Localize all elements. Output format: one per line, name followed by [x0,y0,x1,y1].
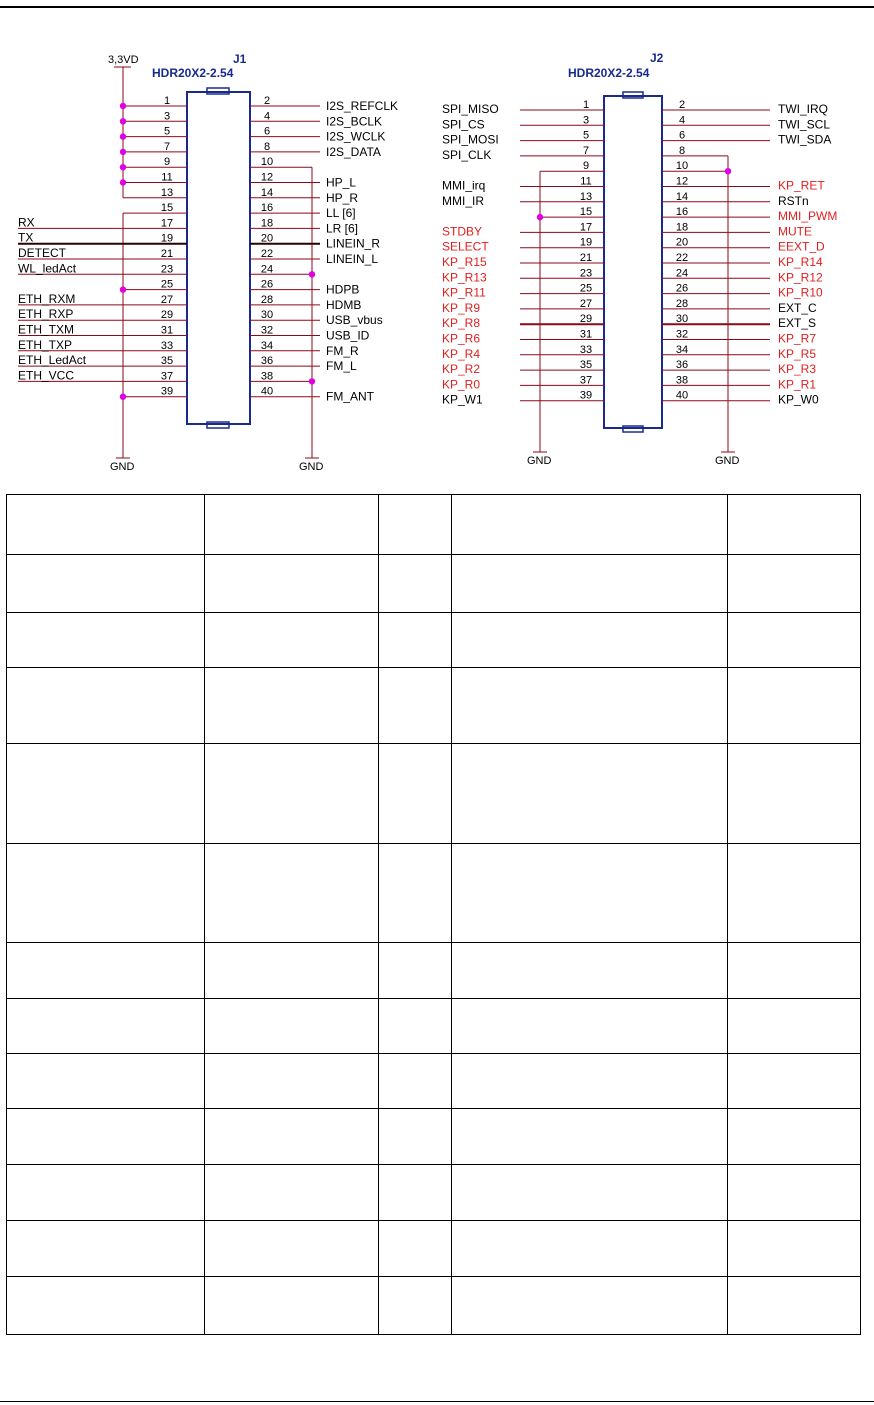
table-cell [7,744,205,844]
pin-number: 35 [160,355,174,368]
table-cell [7,999,205,1054]
pin-number: 32 [675,328,689,341]
table-cell [452,844,728,943]
table-cell [728,844,861,943]
signal-label: KP_RET [778,178,825,193]
pin-number: 6 [678,129,686,142]
pin-number: 29 [579,313,593,326]
j2-connector [442,51,837,467]
signal-label: USB_vbus [326,313,383,328]
pin-number: 11 [580,175,592,188]
signal-label: I2S_REFCLK [326,99,399,113]
junction-dot [120,394,126,400]
pin-number: 17 [160,217,174,230]
pin-number: 13 [160,186,174,199]
signal-label: KP_R3 [778,362,817,377]
pin-number: 6 [263,125,271,138]
pin-number: 31 [160,324,174,337]
table-cell [205,943,379,999]
signal-label: KP_R12 [778,270,823,285]
pin-number: 30 [675,313,689,326]
signal-label: KP_R4 [442,346,481,361]
table-cell [205,1165,379,1221]
signal-label: HDMB [326,297,362,312]
table-cell [205,1221,379,1277]
ground-label: GND [527,455,552,467]
table-cell [452,744,728,844]
signal-label: ETH_RXP [18,307,74,322]
table-cell [452,1109,728,1165]
signal-label: TWI_IRQ [778,102,828,116]
pin-number: 20 [260,232,274,245]
pin-number: 27 [160,293,174,306]
table-row [7,943,861,999]
pin-number: 2 [263,95,271,107]
pin-number: 23 [579,267,593,280]
signal-label: WL_ledAct [18,261,77,276]
table-cell [205,999,379,1054]
signal-label: KP_R11 [442,285,486,300]
signal-label: RX [18,215,35,230]
pin-number: 1 [582,99,590,111]
table-row [7,1221,861,1277]
signal-label: I2S_DATA [326,144,381,159]
table-cell [452,613,728,668]
pin-number: 9 [582,160,590,173]
pin-number: 24 [675,267,689,280]
table-cell [452,1221,728,1277]
signal-label: DETECT [18,246,66,260]
signal-label: KP_R7 [778,331,817,346]
pin-number: 15 [160,202,174,215]
signal-label: KP_R1 [778,377,817,392]
table-cell [205,1054,379,1109]
pin-number: 20 [675,236,689,249]
connector-body [187,92,250,424]
pin-number: 10 [675,160,689,173]
signal-label: KP_R0 [442,377,481,392]
pin-number: 38 [260,370,274,383]
table-cell [728,1109,861,1165]
signal-label: I2S_WCLK [326,129,386,144]
pin-number: 3 [163,110,171,123]
signal-label: KP_R5 [778,346,817,361]
footer-rule [0,1401,874,1402]
table-cell [379,1054,452,1109]
connector-type: HDR20X2-2.54 [152,66,234,80]
pin-number: 3 [582,114,590,127]
table-cell [7,844,205,943]
table-cell [728,613,861,668]
table-cell [452,1165,728,1221]
pin-number: 25 [579,282,593,295]
pin-number: 18 [260,217,274,230]
table-cell [452,1277,728,1335]
pin-number: 37 [579,374,593,387]
pin-number: 32 [260,324,274,337]
table-cell [379,1109,452,1165]
ground-label: GND [299,461,324,473]
table-cell [205,495,379,555]
pin-number: 15 [579,206,593,219]
table-cell [7,943,205,999]
pin-number: 11 [161,171,173,184]
connector-name: J1 [233,52,247,66]
pin-number: 39 [579,389,593,402]
table-row [7,1277,861,1335]
signal-label: KP_R10 [778,285,823,300]
pin-number: 16 [260,202,274,215]
pin-number: 5 [582,129,590,142]
table-cell [452,999,728,1054]
pin-number: 26 [675,282,689,295]
table-cell [728,668,861,744]
signal-label: LINEIN_R [326,236,381,251]
connector-name: J2 [650,51,664,65]
signal-label: KP_W0 [778,392,819,407]
table-cell [379,495,452,555]
table-cell [379,1221,452,1277]
pin-number: 19 [579,236,593,249]
pin-number: 28 [675,297,689,310]
signal-label: SPI_MISO [442,102,499,116]
signal-label: KP_R15 [442,255,487,269]
pin-number: 33 [160,339,174,352]
pin-number: 37 [160,370,174,383]
table-cell [205,613,379,668]
table-cell [728,1054,861,1109]
signal-label: FM_ANT [326,389,374,404]
pin-number: 7 [582,144,590,157]
signal-label: ETH_TXM [18,322,75,337]
pin-number: 23 [160,263,174,276]
junction-dot [120,133,126,139]
pin-number: 4 [678,114,686,127]
pin-number: 12 [260,171,274,184]
signal-label: EEXT_D [778,239,825,254]
table-row [7,668,861,744]
signal-label: MMI_IR [442,193,484,208]
table-cell [379,668,452,744]
pin-number: 34 [675,343,689,356]
signal-label: SELECT [442,239,489,254]
pin-number: 21 [160,248,174,260]
table-cell [205,1109,379,1165]
table-cell [7,1277,205,1335]
pin-number: 2 [678,99,686,111]
pin-number: 14 [260,186,274,199]
pin-number: 25 [160,278,174,291]
table-cell [379,999,452,1054]
pin-number: 31 [579,328,593,341]
table-cell [7,1054,205,1109]
junction-dot [725,168,731,174]
signal-label: TWI_SDA [778,132,832,147]
signal-label: KP_R2 [442,362,481,377]
pin-number: 34 [260,339,274,352]
junction-dot [120,286,126,292]
pin-number: 29 [160,309,174,322]
pin-number: 4 [263,110,271,123]
table-cell [452,668,728,744]
signal-label: SPI_CS [442,117,485,132]
pin-number: 40 [260,385,274,398]
signal-label: RSTn [778,193,809,208]
table-row [7,844,861,943]
junction-dot [120,118,126,124]
table-cell [728,1277,861,1335]
pin-number: 12 [675,175,689,188]
junction-dot [120,103,126,109]
table-cell [379,943,452,999]
signal-label: KP_R6 [442,331,481,346]
pin-number: 27 [579,297,593,310]
table-row [7,744,861,844]
signal-label: I2S_BCLK [326,114,383,129]
table-cell [7,495,205,555]
table-cell [452,555,728,613]
pin-number: 8 [678,144,686,157]
table-row [7,999,861,1054]
pin-number: 17 [579,221,593,234]
signal-label: TWI_SCL [778,117,831,132]
signal-label: ETH_TXP [18,337,73,352]
signal-label: TX [18,230,34,245]
pin-number: 18 [675,221,689,234]
pin-number: 24 [260,263,274,276]
pin-number: 40 [675,389,689,402]
pin-number: 22 [675,252,689,264]
pin-number: 33 [579,343,593,356]
table-cell [205,744,379,844]
signal-label: KP_R9 [442,300,481,315]
table-cell [7,555,205,613]
junction-dot [120,164,126,170]
j1-connector [18,52,398,473]
table-cell [379,1277,452,1335]
signal-label: FM_R [326,343,359,358]
empty-pinout-table [6,494,861,1335]
pin-number: 30 [260,309,274,322]
table-cell [452,943,728,999]
pin-number: 13 [579,190,593,203]
table-cell [205,1277,379,1335]
signal-label: ETH_LedAct [18,353,87,368]
signal-label: USB_ID [326,328,370,343]
table-cell [379,844,452,943]
table-row [7,613,861,668]
signal-label: KP_R13 [442,270,487,285]
pin-number: 19 [160,232,174,245]
connector-body [604,96,662,428]
junction-dot [120,149,126,155]
pin-number: 10 [260,156,274,169]
pin-number: 36 [260,355,274,368]
pin-number: 16 [675,206,689,219]
table-cell [205,844,379,943]
table-cell [379,555,452,613]
table-cell [7,1221,205,1277]
table-cell [7,668,205,744]
junction-dot [309,271,315,277]
table-cell [7,1165,205,1221]
table-row [7,555,861,613]
junction-dot [309,378,315,384]
pin-number: 8 [263,140,271,153]
signal-label: HP_L [326,175,357,190]
table-cell [452,495,728,555]
pin-number: 5 [163,125,171,138]
signal-label: STDBY [442,224,483,239]
signal-label: EXT_C [778,300,817,315]
power-label: 3,3VD [108,54,139,66]
signal-label: MUTE [778,224,812,239]
table-cell [7,613,205,668]
ground-label: GND [715,455,740,467]
table-row [7,1054,861,1109]
pin-number: 39 [160,385,174,398]
table-cell [728,999,861,1054]
pin-number: 36 [675,359,689,372]
table-row [7,1165,861,1221]
signal-label: HDPB [326,282,360,297]
junction-dot [120,179,126,185]
table-cell [379,744,452,844]
signal-label: ETH_VCC [18,368,75,383]
signal-label: KP_R14 [778,255,823,269]
table-row [7,1109,861,1165]
pin-number: 28 [260,293,274,306]
table-cell [205,668,379,744]
signal-label: MMI_irq [442,178,486,193]
connector-type: HDR20X2-2.54 [568,66,650,80]
pin-number: 9 [163,156,171,169]
table-cell [728,555,861,613]
signal-label: MMI_PWM [778,209,838,224]
signal-label: LL [6] [326,206,356,221]
table-cell [728,744,861,844]
ground-label: GND [110,461,135,473]
junction-dot [537,214,543,220]
table-cell [728,1165,861,1221]
signal-label: HP_R [326,190,359,205]
table-cell [452,1054,728,1109]
pin-number: 22 [260,248,274,260]
signal-label: FM_L [326,359,357,374]
table-cell [205,555,379,613]
connector-schematic [0,0,874,490]
table-row [7,495,861,555]
signal-label: ETH_RXM [18,291,76,306]
signal-label: SPI_MOSI [442,132,499,147]
signal-label: KP_W1 [442,392,483,407]
table-cell [728,495,861,555]
table-cell [379,613,452,668]
pin-number: 14 [675,190,689,203]
pin-number: 7 [163,140,171,153]
pin-number: 38 [675,374,689,387]
table-cell [728,943,861,999]
signal-label: KP_R8 [442,316,481,331]
table-cell [7,1109,205,1165]
signal-label: LINEIN_L [326,252,379,266]
signal-label: EXT_S [778,316,817,331]
pin-number: 1 [163,95,171,107]
signal-label: SPI_CLK [442,147,492,162]
signal-label: LR [6] [326,221,359,236]
table-cell [728,1221,861,1277]
pin-number: 21 [579,252,593,264]
table-cell [379,1165,452,1221]
pin-number: 26 [260,278,274,291]
pin-number: 35 [579,359,593,372]
